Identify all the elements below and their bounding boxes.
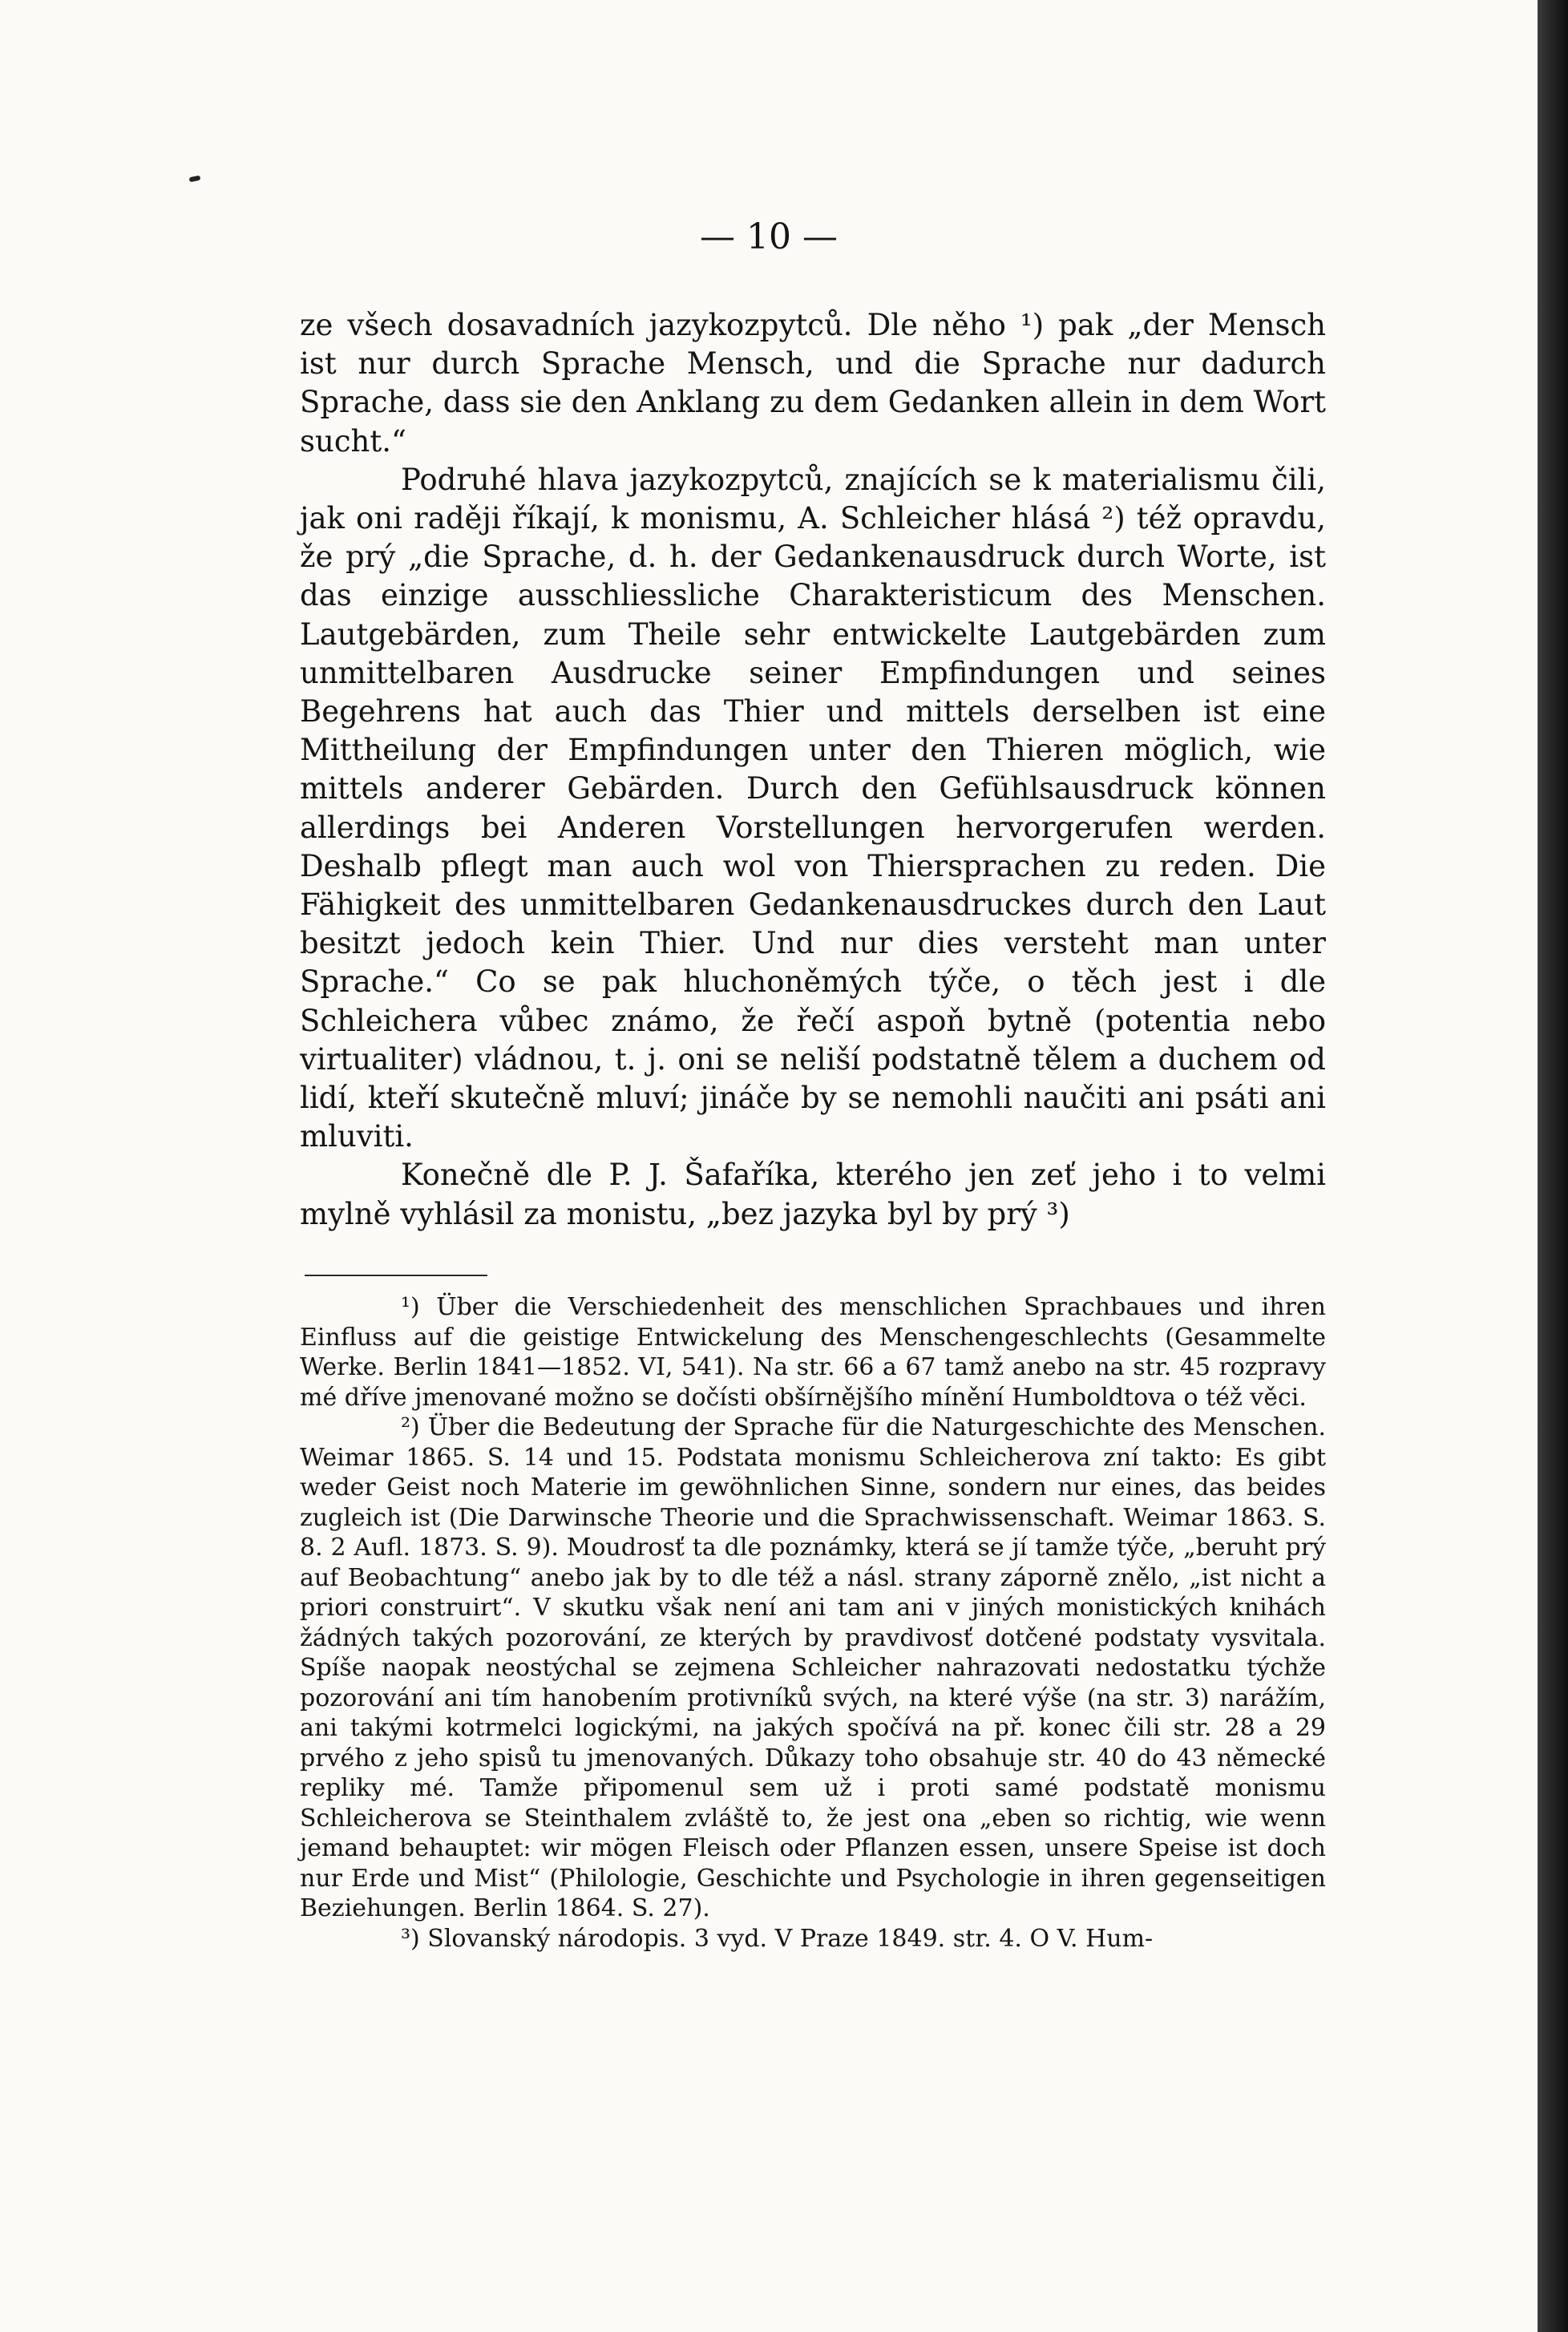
footnote-2: ²) Über die Bedeutung der Sprache für die Naturgeschichte des Menschen. Weimar 1865. S. 14 und 15. Podstata monismu Schleicherova zní takto: Es gibt weder Geist noch Materie im gewöhnlichen Sinne, sondern nur eines, das beides zugleich ist (Die Darwinsche Theorie und die Sprachwissenschaft. Weimar 1863. S. 8. 2 Aufl. 1873. S. 9). Moudrosť ta dle poznámky, která se jí tamže týče, „beruht prý auf Beobachtung“ anebo jak by to dle též a násl. strany záporně znělo, „ist nicht a priori construirt“. V skutku však není ani tam ani v jiných monistických knihách žádných takých pozorování, ze kterých by pravdivosť dotčené podstaty vysvitala. Spíše naopak neostýchal se zejmena Schleicher nahrazovati nedostatku týchže pozorování ani tím hanobením protivníků svých, na které výše (na str. 3) narážím, ani takými kotrmelci logickými, na jakých spočívá na př. konec čili str. 28 a 29 prvého z jeho spisů tu jmenovaných. Důkazy toho obsahuje str. 40 do 43 německé repliky mé. Tamže připomenul sem už i proti samé podstatě monismu Schleicherova se Steinthalem zvláště to, že jest ona „eben so richtig, wie wenn jemand behauptet: wir mögen Fleisch oder Pflanzen essen, unsere Speise ist doch nur Erde und Mist“ (Philologie, Geschichte und Psychologie in ihren gegenseitigen Beziehungen. Berlin 1864. S. 27). — [300, 1413, 1326, 1922]
ink-speck — [189, 176, 201, 183]
page-edge-shadow — [1538, 0, 1568, 2332]
footnote-1: ¹) Über die Verschiedenheit des menschlichen Sprachbaues und ihren Einfluss auf die geistige Entwickelung des Menschengeschlechts (Gesammelte Werke. Berlin 1841—1852. VI, 541). Na str. 66 a 67 tamž anebo na str. 45 rozpravy mé dříve jmenované možno se dočísti obšírnějšího mínění Humboldtova o též věci. — [300, 1293, 1326, 1412]
page-number: — 10 — — [700, 216, 838, 257]
paragraph-schleicher: Podruhé hlava jazykozpytců, znajících se k materialismu čili, jak oni raději říkají, k monismu, A. Schleicher hlásá ²) též opravdu, že prý „die Sprache, d. h. der Gedankenausdruck durch Worte, ist das einzige ausschliessliche Charakteristicum des Menschen. Lautgebärden, zum Theile sehr entwickelte Lautgebärden zum unmittelbaren Ausdrucke seiner Empfindungen und seines Begehrens hat auch das Thier und mittels derselben ist eine Mittheilung der Empfindungen unter den Thieren möglich, wie mittels anderer Gebärden. Durch den Gefühlsausdruck können allerdings bei Anderen Vorstellungen hervorgerufen werden. Deshalb pflegt man auch wol von Thiersprachen zu reden. Die Fähigkeit des unmittelbaren Gedankenausdruckes durch den Laut besitzt jedoch kein Thier. Und nur dies versteht man unter Sprache.“ Co se pak hluchoněmých týče, o těch jest i dle Schleichera vůbec známo, že řečí aspoň bytně (potentia nebo virtualiter) vládnou, t. j. oni se neliší podstatně tělem a duchem od lidí, kteří skutečně mluví; jináče by se nemohli naučiti ani psáti ani mluviti. — [300, 462, 1326, 1154]
paragraph-continuation: ze všech dosavadních jazykozpytců. Dle něho ¹) pak „der Mensch ist nur durch Sprache Mensch, und die Sprache nur dadurch Sprache, dass sie den Anklang zu dem Gedanken allein in dem Wort sucht.“ — [300, 308, 1326, 459]
footnote-3: ³) Slovanský národopis. 3 vyd. V Praze 1849. str. 4. O V. Hum- — [401, 1924, 1154, 1953]
footnote-divider — [305, 1275, 487, 1276]
footnotes — [300, 1292, 1326, 1954]
main-text — [300, 306, 1326, 1234]
paragraph-safarik: Konečně dle P. J. Šafaříka, kterého jen zeť jeho i to velmi mylně vyhlásil za monistu, „bez jazyka byl by prý ³) — [300, 1158, 1326, 1231]
